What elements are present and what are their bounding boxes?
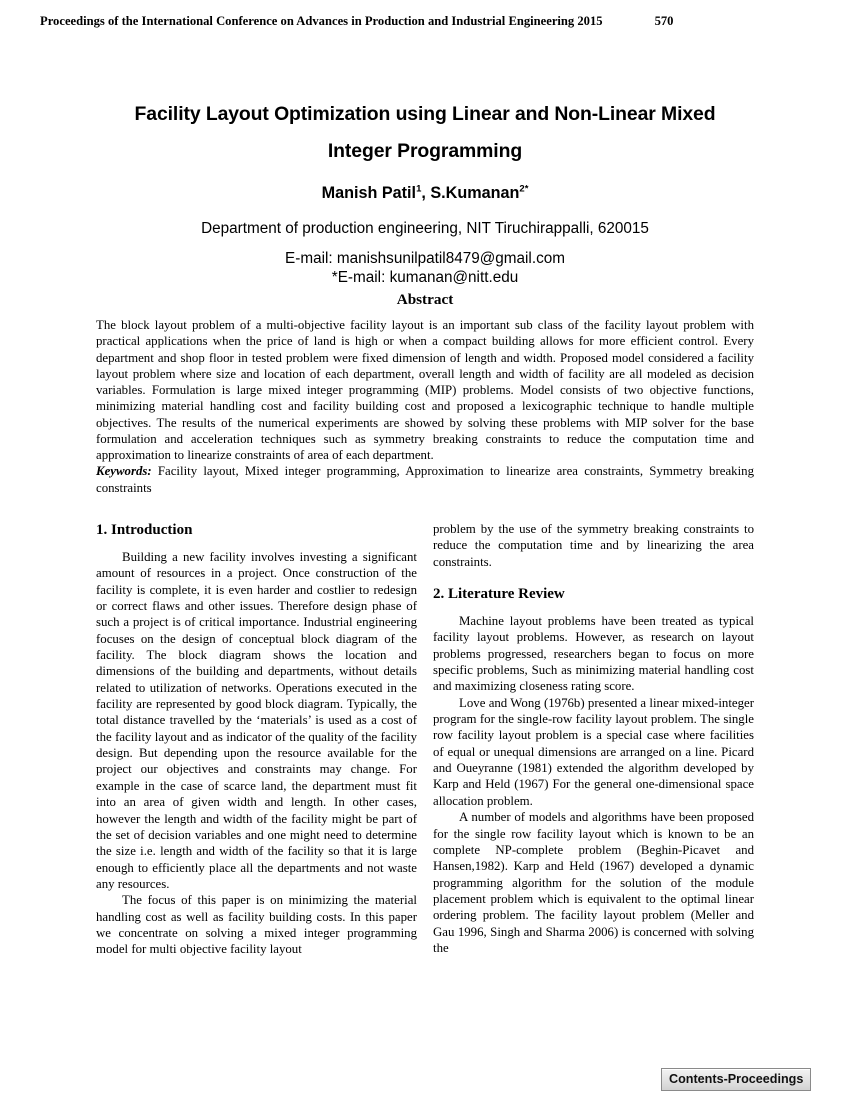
author-separator: , S.Kumanan	[421, 184, 520, 202]
abstract-section	[96, 291, 754, 496]
author-first-affiliation-marker: 1	[416, 183, 422, 195]
left-column-paragraph-2: The focus of this paper is on minimizing the material handling cost as well as facility building costs. In this paper we concentrate on solving a mixed integer programming model for multi objective facility layout	[96, 893, 417, 957]
running-head-title: Proceedings of the International Conference on Advances in Production and Industrial Engineering 2015	[40, 14, 603, 28]
contents-proceedings-button[interactable]: Contents-Proceedings	[661, 1068, 811, 1091]
left-column	[96, 521, 417, 991]
title-block	[95, 96, 755, 287]
keywords-text: Facility layout, Mixed integer programming, Approximation to linearize area constraints, Symmetry breaking constraints	[96, 464, 754, 495]
right-column-paragraph-2: Love and Wong (1976b) presented a linear mixed-integer program for the single-row facility layout problem. The single row facility layout problem is a special case where facilities of equal or unequal dimensions are arranged on a line. Picard and Oueyranne (1981) extended the algorithm developed by Karp and Held (1967) For the general one-dimensional space allocation problem.	[433, 695, 754, 808]
author-line	[95, 183, 755, 203]
right-column	[433, 521, 754, 991]
page-number: 570	[654, 14, 674, 28]
affiliation-line: Department of production engineering, NIT Tiruchirappalli, 620015	[201, 220, 649, 237]
keywords-label: Keywords:	[96, 464, 152, 479]
email-corresponding[interactable]: *E-mail: kumanan@nitt.edu	[331, 269, 519, 286]
author-second-affiliation-marker: 2*	[519, 183, 529, 195]
page-title	[95, 96, 755, 170]
right-column-paragraph-3: A number of models and algorithms have been proposed for the single row facility layout which is known to be an complete NP-complete problem (Beghin-Picavet and Hansen,1982). Karp and Held (1967) developed a dynamic programming algorithm for the solution of the module placement problem which is equivalent to the optimal linear ordering problem. The facility layout problem (Meller and Gau 1996, Singh and Sharma 2006) is concerned with solving the	[433, 810, 754, 955]
author-first: Manish Patil	[321, 184, 417, 202]
section-heading-introduction: 1. Introduction	[96, 522, 193, 538]
paper-title-line-2: Integer Programming	[327, 140, 523, 162]
paper-title-line-1: Facility Layout Optimization using Linear and Non-Linear Mixed	[134, 103, 716, 125]
right-column-continued-paragraph: problem by the use of the symmetry breaking constraints to reduce the computation time and by linearizing the area constraints.	[433, 522, 754, 569]
running-head	[40, 14, 810, 34]
abstract-body: The block layout problem of a multi-objective facility layout is an important sub class of the facility layout problem with practical applications when the price of land is high or when a compact building allows for more efficient control. Every department and shop floor in tested problem were fixed dimension of length and width. Proposed model considered a facility layout problem where size and location of each department, overall length and width of facility are all modeled as decision variables. Formulation is large mixed integer programming (MIP) problems. Model consists of two objective functions, minimizing material handling cost and facility building cost and proposed a lexicographic technique to handle multiple objectives. The results of the numerical experiments are showed by solving these problems with MIP solver for the base formulation and acceleration techniques such as symmetry breaking constraints to reduce the computation time and approximation to linearize constraints of area of each department.	[96, 318, 754, 462]
right-column-paragraph-1: Machine layout problems have been treated as typical facility layout problems. However, as research on layout problems progressed, researchers began to focus on more specific problems, Such as minimizing material handling cost and maximizing closeness rating score.	[433, 614, 754, 694]
body-columns	[96, 521, 754, 991]
left-column-paragraph-1: Building a new facility involves investing a significant amount of resources in a project. Once construction of the facility is complete, it is even harder and costlier to redesign or correct flaws and other issues. Therefore design phase of such a project is of critical importance. Industrial engineering focuses on the design of conceptual block diagram of the facility. The block diagram shows the location and dimensions of the building and departments, without details related to utilization of networks. Operations executed in the facility are represented by good block diagram. Typically, the total distance travelled by the ‘materials’ is used as a cost of the facility layout and as indicator of the quality of the facility design. But depending upon the resource available for the project our objectives and constraints may change. For example in the case of scarce land, the department must fit into an area of given width and length. In other cases, however the length and width of the facility might be part of the set of decision variables and one might need to determine the size i.e. length and width of the facility so that it is large enough to efficiently place all the departments and not waste any resources.	[96, 550, 417, 891]
section-heading-literature-review: 2. Literature Review	[433, 586, 565, 603]
keywords-line	[96, 463, 754, 496]
email-primary[interactable]: E-mail: manishsunilpatil8479@gmail.com	[285, 250, 565, 267]
abstract-heading: Abstract	[396, 291, 454, 308]
